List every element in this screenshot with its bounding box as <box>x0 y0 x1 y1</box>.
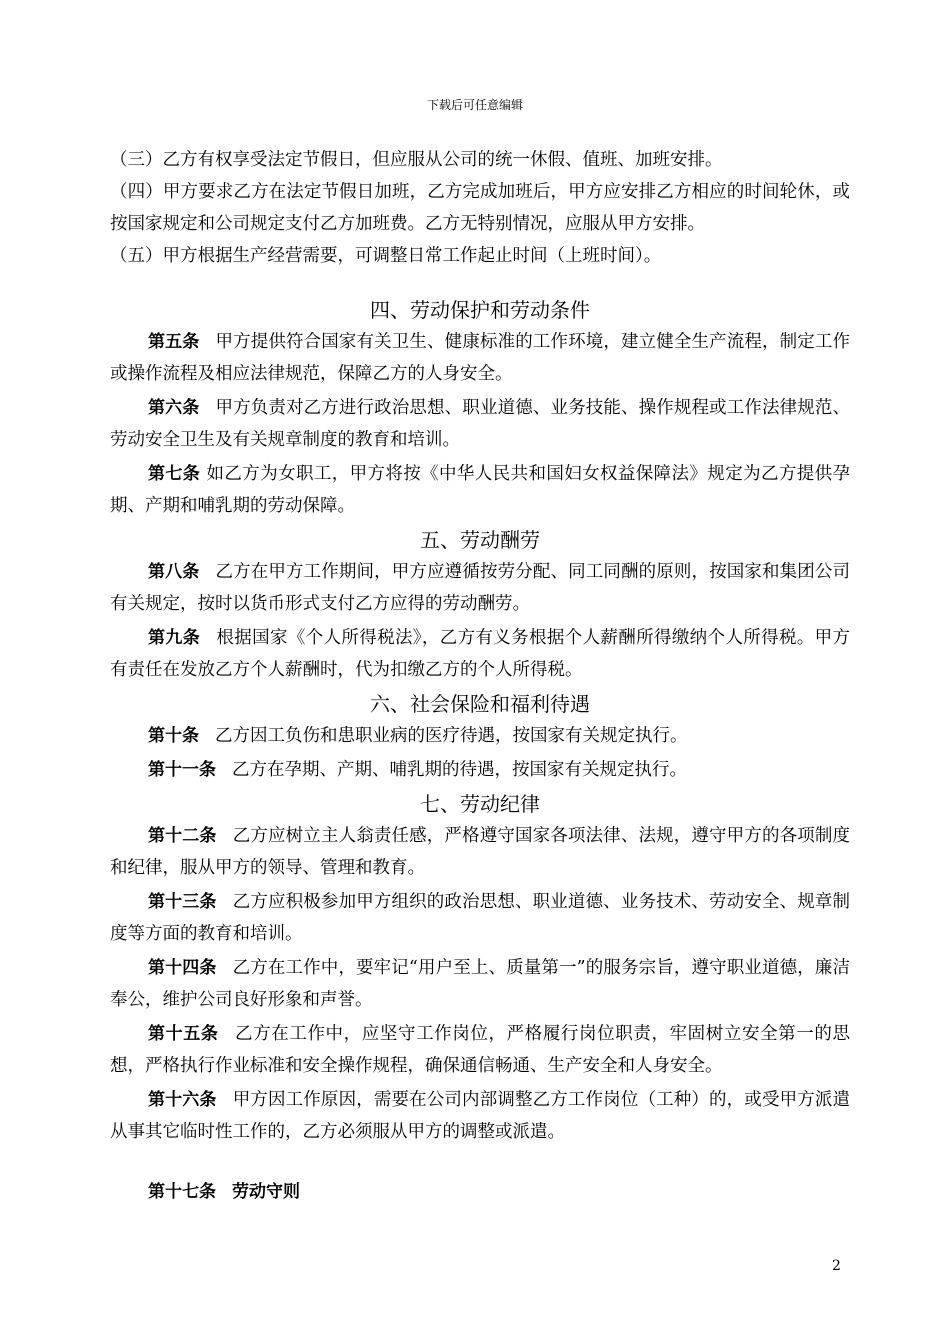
article-label: 第五条 <box>148 332 200 352</box>
section-heading-6: 六、社会保险和福利待遇 <box>370 692 590 716</box>
article-13 <box>110 886 850 950</box>
article-text: 甲方因工作原因，需要在公司内部调整乙方工作岗位（工种）的，或受甲方派遣从事其它临时性工作的，乙方必须服从甲方的调整或派遣。 <box>110 1090 851 1142</box>
article-label: 第十六条 <box>148 1090 217 1110</box>
article-label: 第十七条 <box>148 1182 216 1202</box>
article-label: 第十条 <box>148 726 199 746</box>
article-14 <box>110 952 850 1016</box>
article-title: 劳动守则 <box>232 1182 300 1202</box>
article-label: 第七条 <box>148 464 201 484</box>
article-text: 甲方负责对乙方进行政治思想、职业道德、业务技能、操作规程或工作法律规范、劳动安全卫生及有关规章制度的教育和培训。 <box>110 398 851 450</box>
article-16 <box>110 1084 850 1148</box>
article-text: 乙方在孕期、产期、哺乳期的待遇，按国家有关规定执行。 <box>232 760 687 780</box>
article-10 <box>110 720 850 752</box>
clause-item-4: （四）甲方要求乙方在法定节假日加班，乙方完成加班后，甲方应安排乙方相应的时间轮休，或按国家规定和公司规定支付乙方加班费。乙方无特别情况，应服从甲方安排。 <box>110 182 850 234</box>
article-text: 乙方在工作中，应坚守工作岗位，严格履行岗位职责，牢固树立安全第一的思想，严格执行作业标准和安全操作规程，确保通信畅通、生产安全和人身安全。 <box>110 1024 850 1076</box>
article-text: 乙方应树立主人翁责任感，严格遵守国家各项法律、法规，遵守甲方的各项制度和纪律，服从甲方的领导、管理和教育。 <box>110 826 851 878</box>
article-text: 乙方因工负伤和患职业病的医疗待遇，按国家有关规定执行。 <box>215 726 688 746</box>
article-8 <box>110 556 850 620</box>
article-label: 第十四条 <box>148 958 217 978</box>
article-label: 第十三条 <box>148 892 217 912</box>
article-11 <box>110 754 850 786</box>
article-9 <box>110 622 850 686</box>
article-label: 第六条 <box>148 398 200 418</box>
article-label: 第十二条 <box>148 826 217 846</box>
clause-item-5: （五）甲方根据生产经营需要，可调整日常工作起止时间（上班时间）。 <box>110 246 662 266</box>
article-label: 第八条 <box>148 562 200 582</box>
article-text: 如乙方为女职工，甲方将按《中华人民共和国妇女权益保障法》规定为乙方提供孕期、产期和哺乳期的劳动保障。 <box>110 464 850 516</box>
page-header: 下载后可任意编辑 <box>426 98 523 112</box>
article-text: 乙方应积极参加甲方组织的政治思想、职业道德、业务技术、劳动安全、规章制度等方面的教育和培训。 <box>110 892 851 944</box>
article-text: 根据国家《个人所得税法》，乙方有义务根据个人薪酬所得缴纳个人所得税。甲方有责任在发放乙方个人薪酬时，代为扣缴乙方的个人所得税。 <box>110 628 851 680</box>
article-17 <box>110 1176 850 1208</box>
article-text: 乙方在工作中，要牢记“用户至上、质量第一”的服务宗旨，遵守职业道德，廉洁奉公，维护公司良好形象和声誉。 <box>110 958 851 1010</box>
article-6 <box>110 392 850 456</box>
article-label: 第九条 <box>148 628 201 648</box>
article-text: 乙方在甲方工作期间，甲方应遵循按劳分配、同工同酬的原则，按国家和集团公司有关规定，按时以货币形式支付乙方应得的劳动酬劳。 <box>110 562 851 614</box>
page-number: 2 <box>832 1258 841 1274</box>
article-15 <box>110 1018 850 1082</box>
article-text: 甲方提供符合国家有关卫生、健康标准的工作环境，建立健全生产流程，制定工作或操作流程及相应法律规范，保障乙方的人身安全。 <box>110 332 851 384</box>
article-label: 第十五条 <box>148 1024 219 1044</box>
document-body <box>110 144 850 1210</box>
article-7 <box>110 458 850 522</box>
section-heading-5: 五、劳动酬劳 <box>420 528 540 552</box>
section-heading-7: 七、劳动纪律 <box>420 792 540 816</box>
article-label: 第十一条 <box>148 760 216 780</box>
clause-item-3: （三）乙方有权享受法定节假日，但应服从公司的统一休假、值班、加班安排。 <box>110 150 723 170</box>
article-5 <box>110 326 850 390</box>
section-heading-4: 四、劳动保护和劳动条件 <box>370 298 590 322</box>
article-12 <box>110 820 850 884</box>
